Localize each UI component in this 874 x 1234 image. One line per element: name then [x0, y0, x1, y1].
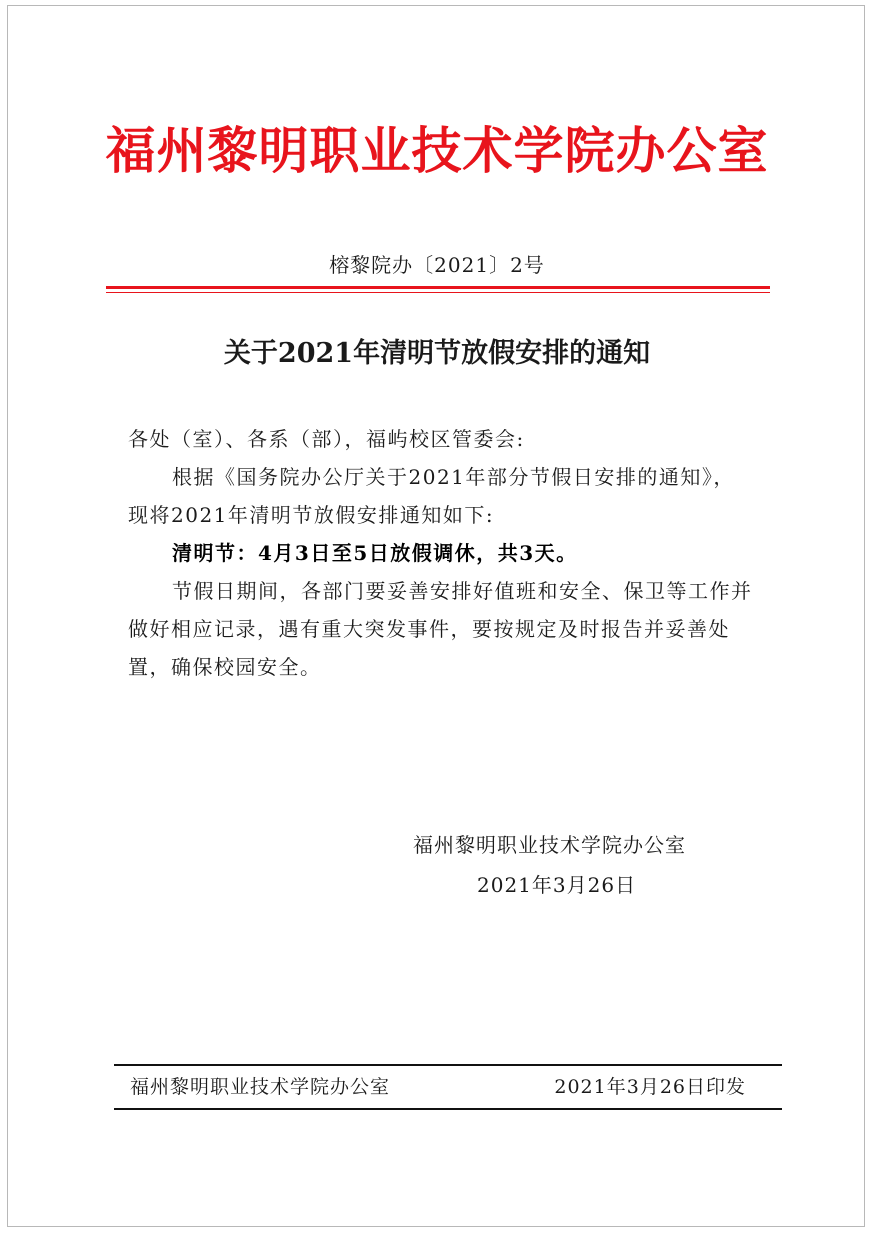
- footer-rule-bottom: [114, 1108, 782, 1110]
- notice-title: 关于2021年清明节放假安排的通知: [223, 338, 651, 369]
- red-separator-thick: [106, 286, 770, 289]
- footer-issuer: 福州黎明职业技术学院办公室: [130, 1076, 391, 1098]
- footer-issue-date: 2021年3月26日印发: [554, 1076, 746, 1098]
- paragraph-duty-instructions-text: 节假日期间，各部门要妥善安排好值班和安全、保卫等工作并做好相应记录，遇有重大突发事件，要按规定及时报告并妥善处置，确保校园安全。: [128, 579, 753, 679]
- signature-organization: 福州黎明职业技术学院办公室: [413, 833, 686, 857]
- holiday-arrangement-text: 清明节：4月3日至5日放假调休，共3天。: [172, 541, 578, 565]
- signature-date: 2021年3月26日: [477, 873, 637, 897]
- salutation: [128, 420, 754, 458]
- footer-rule-top: [114, 1064, 782, 1066]
- document-number: 榕黎院办〔2021〕2号: [329, 253, 545, 277]
- paragraph-duty-instructions: [128, 572, 754, 686]
- red-separator-thin: [106, 292, 770, 293]
- issuing-organization-header: 福州黎明职业技术学院办公室: [105, 121, 769, 180]
- paragraph-reference-text: 根据《国务院办公厅关于2021年部分节假日安排的通知》，现将2021年清明节放假安排通知如下:: [128, 465, 735, 527]
- holiday-arrangement: [128, 534, 754, 572]
- salutation-text: 各处（室）、各系（部），福屿校区管委会:: [128, 427, 525, 451]
- paragraph-reference: [128, 458, 754, 534]
